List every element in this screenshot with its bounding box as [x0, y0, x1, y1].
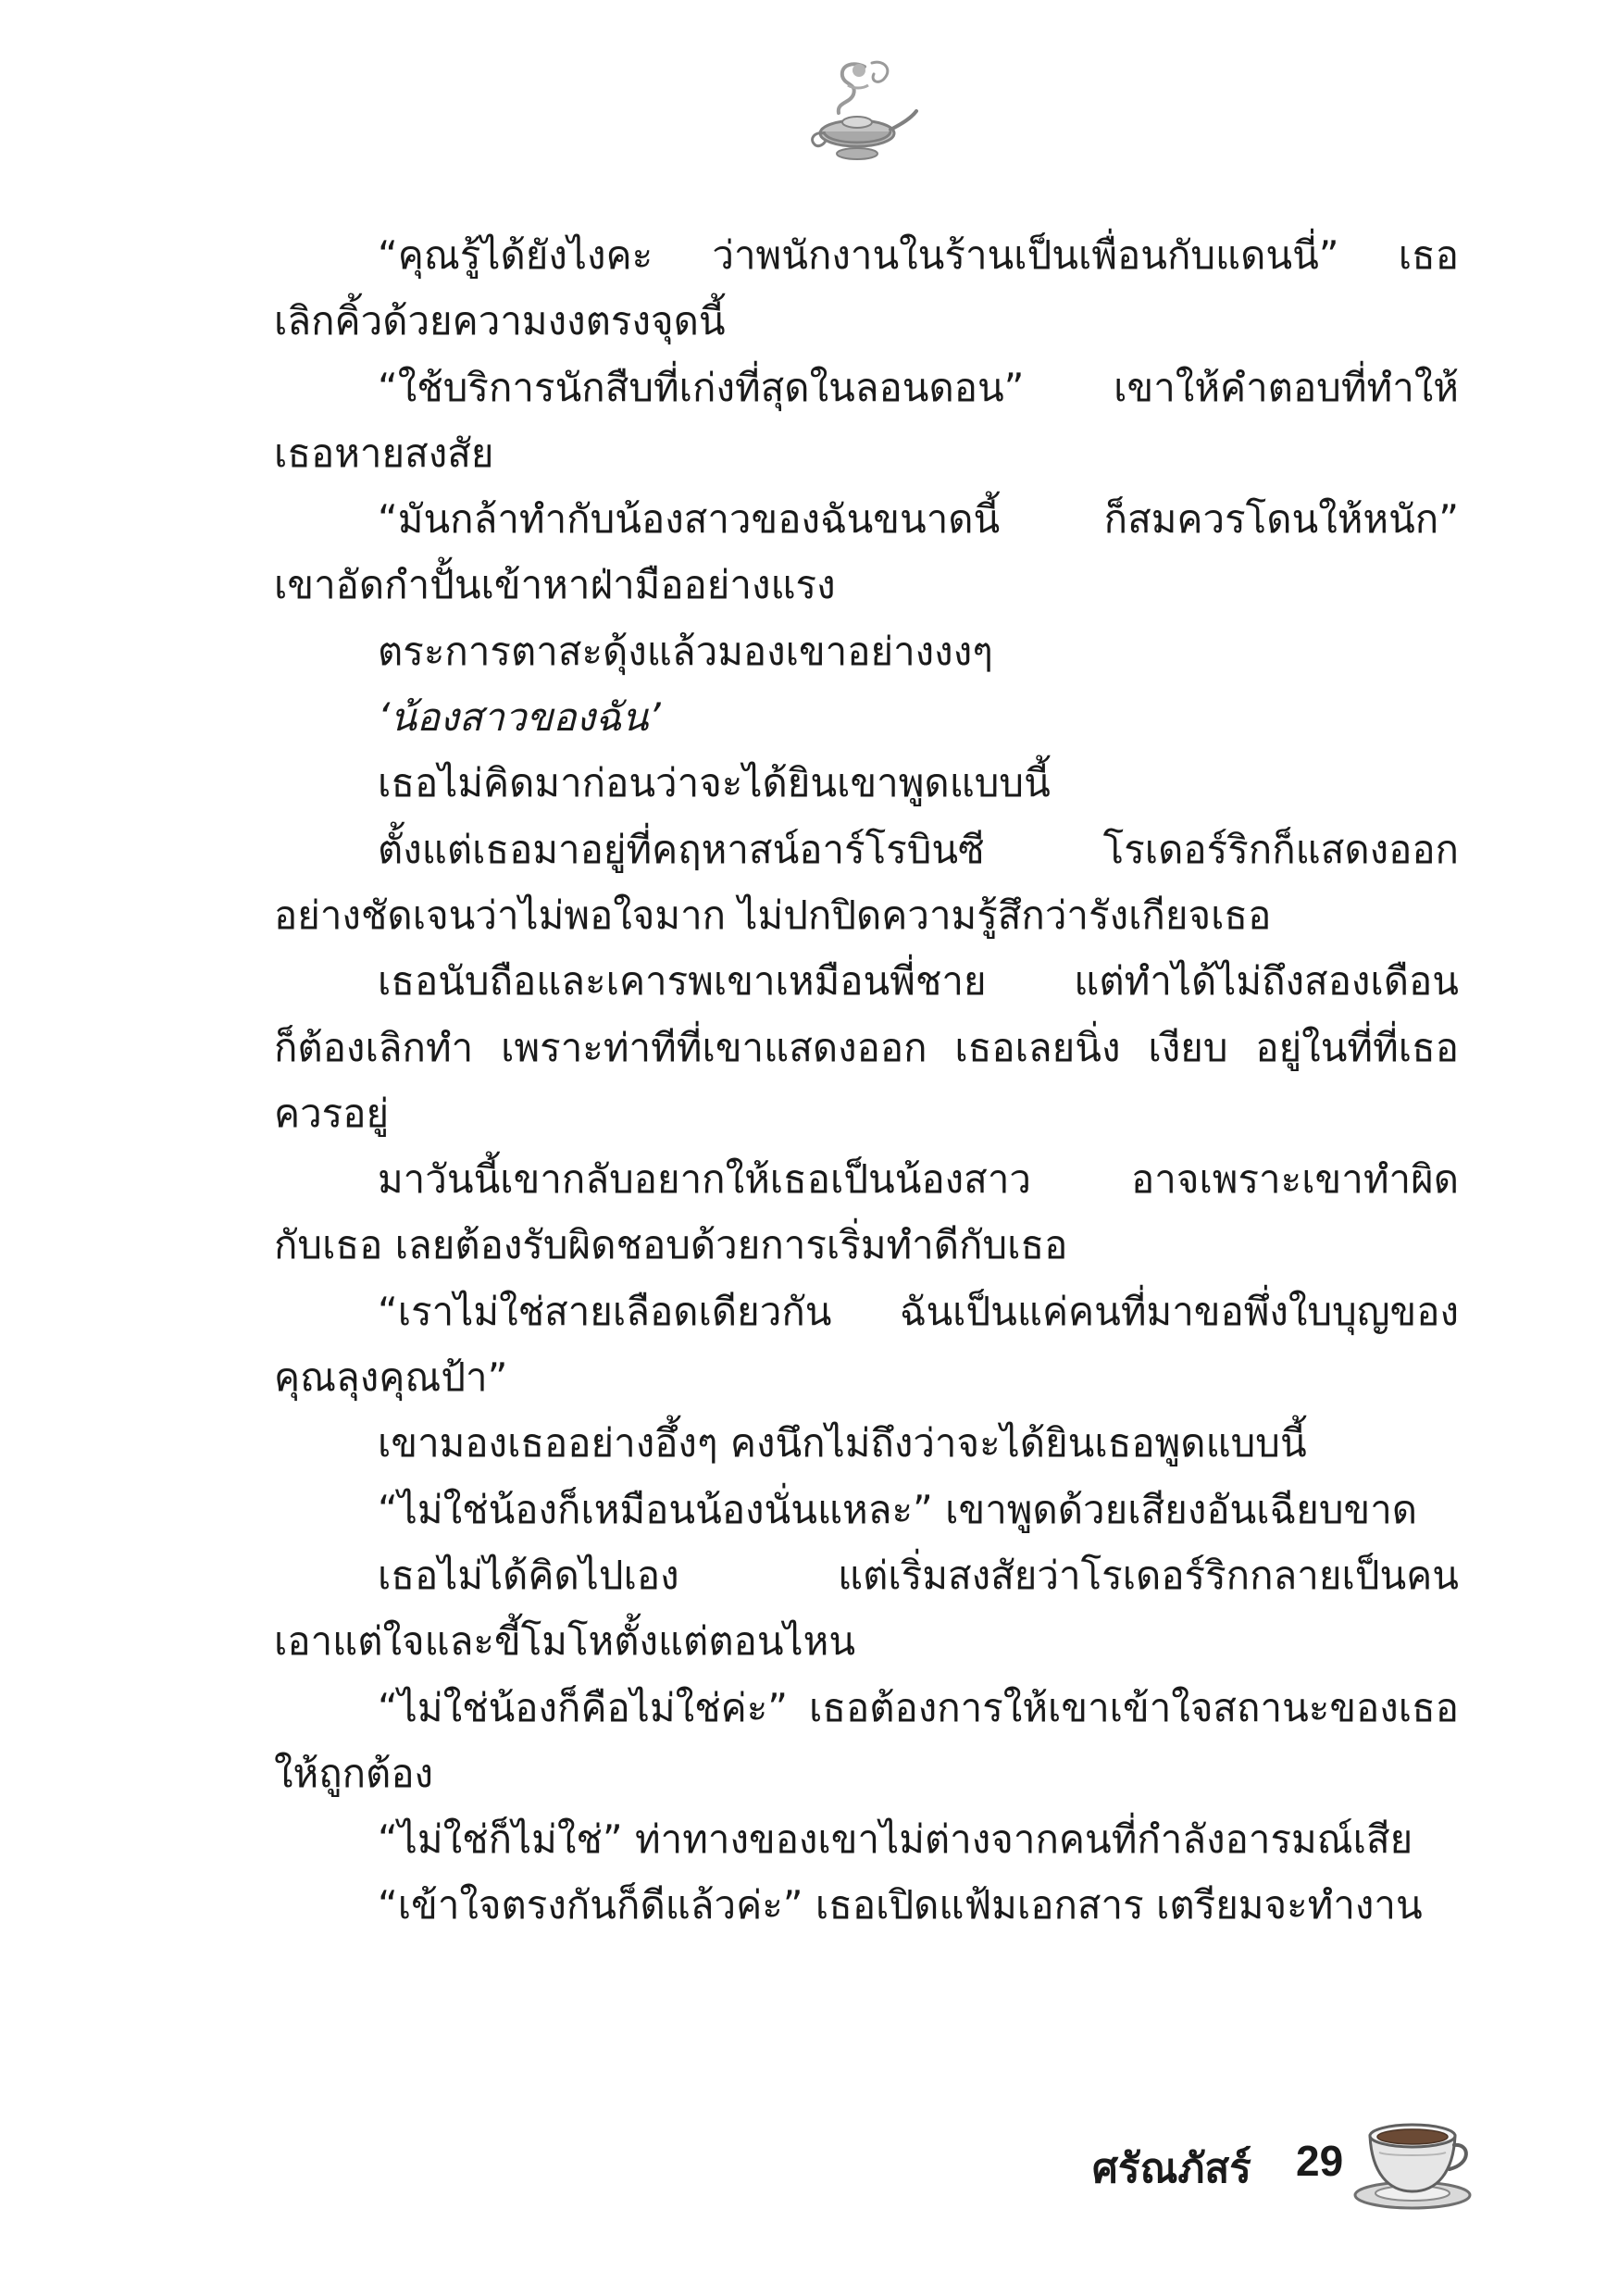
paragraph-line: กับเธอ เลยต้องรับผิดชอบด้วยการเริ่มทำดีกับเธอ — [274, 1222, 1068, 1268]
paragraph-line: “ไม่ใช่ก็ไม่ใช่” ท่าทางของเขาไม่ต่างจากคนที่กำลังอารมณ์เสีย — [378, 1816, 1413, 1863]
paragraph-line: ตั้งแต่เธอมาอยู่ที่คฤหาสน์อาร์โรบินซี โรเดอร์ริกก็แสดงออก — [378, 826, 1459, 872]
paragraph-line: ควรอยู่ — [274, 1090, 390, 1136]
page-footer — [1092, 2115, 1490, 2212]
paragraph-line: ‘น้องสาวของฉัน’ — [378, 694, 661, 741]
paragraph-line: เธอไม่คิดมาก่อนว่าจะได้ยินเขาพูดแบบนี้ — [378, 760, 1051, 806]
genie-lamp-icon — [792, 57, 922, 165]
paragraph-line: คุณลุงคุณป้า” — [274, 1354, 508, 1401]
coffee-cup-icon — [1351, 2115, 1474, 2212]
paragraph-line: “ไม่ใช่น้องก็คือไม่ใช่ค่ะ” เธอต้องการให้เขาเข้าใจสถานะของเธอ — [378, 1684, 1459, 1730]
paragraph-line: เอาแต่ใจและขี้โมโหตั้งแต่ตอนไหน — [274, 1618, 856, 1665]
paragraph-line: อย่างชัดเจนว่าไม่พอใจมาก ไม่ปกปิดความรู้สึกว่ารังเกียจเธอ — [274, 892, 1272, 938]
paragraph-line: เขาอัดกำปั้นเข้าหาฝ่ามืออย่างแรง — [274, 562, 836, 608]
paragraph-line: เธอนับถือและเคารพเขาเหมือนพี่ชาย แต่ทำได้ไม่ถึงสองเดือน — [378, 958, 1459, 1004]
paragraph-line: ตระการตาสะดุ้งแล้วมองเขาอย่างงงๆ — [378, 628, 993, 674]
page-number: 29 — [1296, 2137, 1344, 2185]
paragraph-line: เธอหายสงสัย — [274, 430, 494, 476]
paragraph-line: “เราไม่ใช่สายเลือดเดียวกัน ฉันเป็นแค่คนที่มาขอพึ่งใบบุญของ — [378, 1288, 1459, 1334]
paragraph-line: มาวันนี้เขากลับอยากให้เธอเป็นน้องสาว อาจเพราะเขาทำผิด — [378, 1156, 1459, 1203]
paragraph-line: ก็ต้องเลิกทำ เพราะท่าทีที่เขาแสดงออก เธอเลยนิ่ง เงียบ อยู่ในที่ที่เธอ — [274, 1024, 1459, 1070]
paragraph-line: “มันกล้าทำกับน้องสาวของฉันขนาดนี้ ก็สมควรโดนให้หนัก” — [378, 496, 1459, 543]
paragraph-line: “คุณรู้ได้ยังไงคะ ว่าพนักงานในร้านเป็นเพื่อนกับแดนนี่” เธอ — [378, 232, 1459, 278]
paragraph-line: เธอไม่ได้คิดไปเอง แต่เริ่มสงสัยว่าโรเดอร์ริกกลายเป็นคน — [378, 1552, 1459, 1598]
paragraph-line: ให้ถูกต้อง — [274, 1750, 434, 1796]
paragraph-line: “เข้าใจตรงกันก็ดีแล้วค่ะ” เธอเปิดแฟ้มเอกสาร เตรียมจะทำงาน — [378, 1882, 1423, 1928]
paragraph-line: “ใช้บริการนักสืบที่เก่งที่สุดในลอนดอน” เขาให้คำตอบที่ทำให้ — [378, 364, 1459, 410]
author-name: ศรัณภัสร์ — [1092, 2145, 1251, 2192]
chapter-text — [274, 222, 1459, 1939]
paragraph-line: เขามองเธออย่างอึ้งๆ คงนึกไม่ถึงว่าจะได้ยินเธอพูดแบบนี้ — [378, 1420, 1307, 1466]
paragraph-line: “ไม่ใช่น้องก็เหมือนน้องนั่นแหละ” เขาพูดด้วยเสียงอันเฉียบขาด — [378, 1486, 1418, 1532]
paragraph-line: เลิกคิ้วด้วยความงงตรงจุดนี้ — [274, 298, 726, 344]
